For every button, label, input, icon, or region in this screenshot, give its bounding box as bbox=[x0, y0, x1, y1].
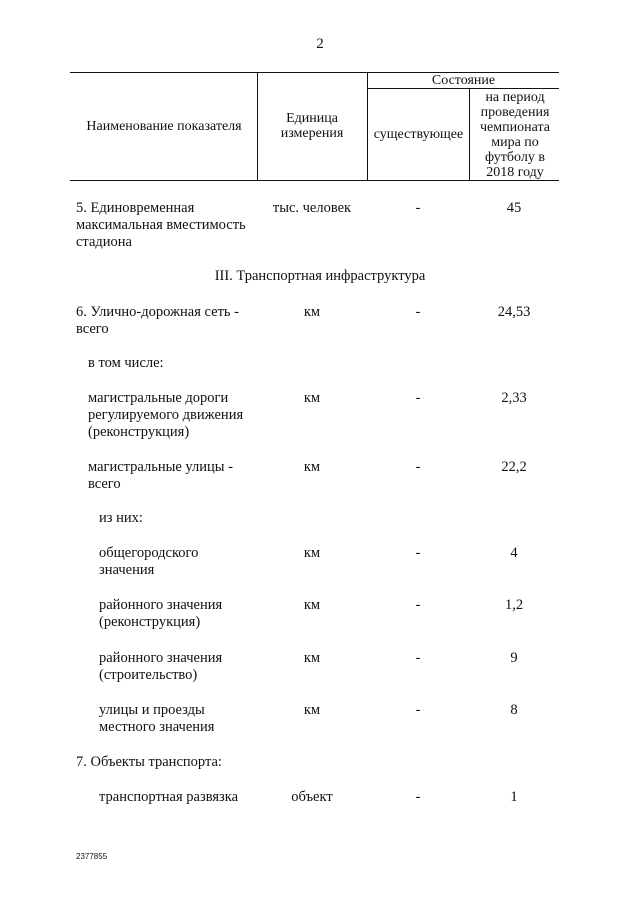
header-name-column: Наименование показателя bbox=[86, 119, 242, 134]
header-cup-column: на период проведения чемпионата мира по футболу в 2018 году bbox=[480, 90, 550, 180]
row-cup-value: 24,53 bbox=[497, 304, 531, 320]
row-unit: км bbox=[303, 459, 321, 475]
header-existing-column: существующее bbox=[373, 127, 464, 142]
row-name: магистральные улицы - всего bbox=[88, 459, 233, 492]
row-cup-value: 2,33 bbox=[501, 390, 527, 406]
row-name: 6. Улично-дорожная сеть - всего bbox=[76, 304, 239, 337]
row-existing: - bbox=[415, 200, 421, 216]
row-unit: км bbox=[303, 650, 321, 666]
header-bottom-rule bbox=[70, 180, 559, 181]
row-existing: - bbox=[415, 390, 421, 406]
header-state-group: Состояние bbox=[431, 73, 496, 88]
row-unit: тыс. человек bbox=[272, 200, 352, 216]
row-name: общегородского значения bbox=[99, 545, 199, 578]
row-cup-value: 4 bbox=[510, 545, 518, 561]
row-cup-value: 9 bbox=[510, 650, 518, 666]
header-divider-1 bbox=[257, 72, 258, 180]
header-divider-2 bbox=[367, 72, 368, 180]
row-unit: км bbox=[303, 390, 321, 406]
row-name: районного значения (реконструкция) bbox=[99, 597, 223, 630]
row-unit: км bbox=[303, 545, 321, 561]
row-cup-value: 8 bbox=[510, 702, 518, 718]
row-unit: км bbox=[303, 304, 321, 320]
header-divider-3 bbox=[469, 88, 470, 180]
row-name: магистральные дороги регулируемого движения (реконструкция) bbox=[88, 390, 244, 440]
row-name: 5. Единовременная максимальная вместимость стадиона bbox=[76, 200, 246, 250]
row-existing: - bbox=[415, 650, 421, 666]
document-code: 2377855 bbox=[76, 852, 108, 861]
row-existing: - bbox=[415, 304, 421, 320]
row-existing: - bbox=[415, 459, 421, 475]
row-cup-value: 45 bbox=[506, 200, 522, 216]
row-cup-value: 1,2 bbox=[504, 597, 524, 613]
row-name: транспортная развязка bbox=[99, 789, 239, 805]
row-existing: - bbox=[415, 597, 421, 613]
row-unit: км bbox=[303, 702, 321, 718]
row-subheading: 7. Объекты транспорта: bbox=[76, 754, 222, 770]
section-heading: III. Транспортная инфраструктура bbox=[214, 268, 426, 284]
header-group-rule bbox=[367, 88, 559, 89]
page-number: 2 bbox=[316, 36, 324, 52]
row-name: районного значения (строительство) bbox=[99, 650, 223, 683]
row-existing: - bbox=[415, 702, 421, 718]
row-unit: км bbox=[303, 597, 321, 613]
row-name: улицы и проезды местного значения bbox=[99, 702, 215, 735]
row-existing: - bbox=[415, 545, 421, 561]
row-subheading: в том числе: bbox=[88, 355, 164, 371]
row-cup-value: 22,2 bbox=[501, 459, 527, 475]
row-existing: - bbox=[415, 789, 421, 805]
row-cup-value: 1 bbox=[510, 789, 518, 805]
header-unit-column: Единица измерения bbox=[280, 111, 344, 141]
row-unit: объект bbox=[291, 789, 333, 805]
row-subheading: из них: bbox=[99, 510, 143, 526]
